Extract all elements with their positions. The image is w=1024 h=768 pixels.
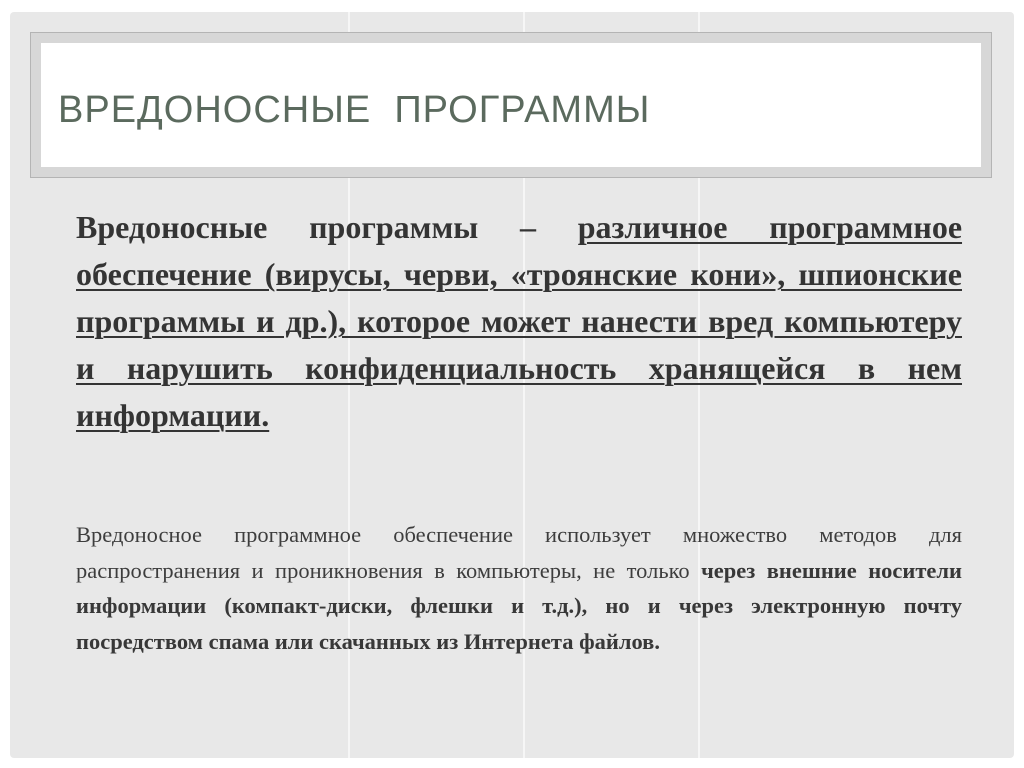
definition-meaning: различное программное обеспечение (вирусы, черви, «троянские кони», шпионские программы и др.), которое может нанести вред компьютеру и нарушить конфиденциальность хранящейся в нем информации. [76,209,963,433]
slide-title: ВРЕДОНОСНЫЕ ПРОГРАММЫ [58,89,651,131]
description-bold-text: через внешние носители информации (компакт-диски, флешки и т.д.), но и через электронную почту посредством спама или скачанных из Интернета файлов. [76,557,962,654]
description-paragraph [76,517,962,659]
title-frame [30,32,992,178]
title-box [41,43,981,167]
description-plain-text: Вредоносное программное обеспечение использует множество методов для распространения и проникновения в компьютеры, не только [76,522,962,583]
definition-paragraph [76,204,962,439]
definition-term: Вредоносные программы [76,209,479,245]
definition-dash: – [478,209,578,245]
slide [10,12,1014,758]
